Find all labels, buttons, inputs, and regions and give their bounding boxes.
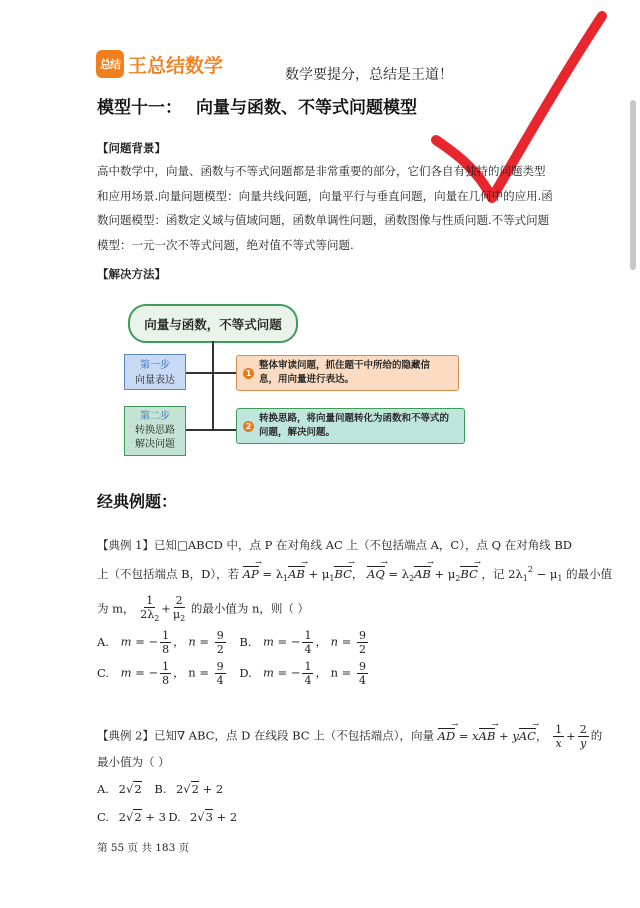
example-text: ，记: [481, 567, 505, 581]
method-heading: 【解决方法】: [97, 267, 166, 281]
diagram-step-1: [124, 354, 186, 390]
diagram-step-2: [124, 406, 186, 456]
option-b[interactable]: m = − $\frac{1}{4}$ ， n = $\frac{9}{2}$: [262, 629, 366, 656]
model-number: 模型十一：: [97, 98, 182, 118]
diagram-box-1: [236, 355, 459, 391]
page-title: [97, 93, 417, 118]
connector-line: [186, 372, 236, 374]
option-label[interactable]: A.: [97, 782, 109, 796]
formula: AP → = $\lambda_1AB$ → + $\mu_1BC$ →， AQ → = $\lambda_2AB$ → + $\mu_2BC$ →: [243, 567, 482, 581]
option-d[interactable]: 2√3 + 2: [189, 810, 238, 824]
example-text: 上（不包括端点 B，D），若: [97, 567, 240, 581]
example-text: 的最小值: [566, 567, 613, 581]
diagram-title: 向量与函数，不等式问题: [128, 304, 298, 343]
connector-line: [212, 341, 214, 431]
number-badge: 1: [243, 368, 254, 379]
option-a[interactable]: 2√2: [118, 782, 142, 796]
option-d[interactable]: m = − $\frac{1}{4}$ ， n = $\frac{9}{4}$: [262, 660, 366, 687]
example2-line1: [97, 723, 602, 750]
example2-options-row1: [97, 782, 223, 796]
connector-line: [186, 429, 236, 431]
example1-line3: 为 m， $\frac{1}{2\lambda_2}$ + $\frac{2}{\mu_2}$ 的最小值为 n，则（ ）: [97, 594, 310, 623]
number-badge: 2: [243, 421, 254, 432]
example1-options-row1: [97, 629, 370, 656]
paragraph-line: 高中数学中，向量、函数与不等式问题都是非常重要的部分，它们各自有独特的问题类型: [97, 164, 546, 178]
formula: AD → = xAB → + yAC →， $\frac{1}{x}$ + $\frac{2}{y}$: [438, 729, 591, 743]
option-b[interactable]: 2√2 + 2: [175, 782, 224, 796]
formula: $2\lambda_1^2 - \mu_1$: [508, 565, 563, 583]
option-c[interactable]: 2√2 + 3: [118, 810, 166, 824]
option-label[interactable]: C.: [97, 665, 110, 680]
formula: $\frac{1}{2\lambda_2}$: [140, 594, 160, 623]
box-text: 转换思路，将向量问题转化为函数和不等式的: [259, 413, 450, 424]
slogan: 数学要提分，总结是王道！: [285, 67, 453, 83]
method-diagram: [122, 302, 472, 462]
option-label[interactable]: A.: [97, 634, 109, 649]
example-text: 为 m，: [97, 601, 135, 616]
option-a[interactable]: m = − $\frac{1}{8}$ ， n = $\frac{9}{2}$: [120, 629, 224, 656]
option-label[interactable]: B.: [239, 634, 252, 649]
step-text: 向量表达: [135, 375, 175, 386]
step-label: 第二步: [140, 411, 170, 422]
box-text: 问题，解决问题。: [259, 427, 336, 438]
example1-line1: [97, 537, 572, 553]
examples-heading: 经典例题：: [97, 492, 178, 511]
option-label[interactable]: B.: [154, 782, 167, 796]
paragraph-line: 数问题模型：函数定义域与值域问题，函数单调性问题，函数图像与性质问题.不等式问题: [97, 213, 550, 227]
option-label[interactable]: D.: [168, 810, 181, 824]
diagram-box-2: [236, 408, 465, 444]
example2-options-row2: [97, 810, 237, 824]
logo-icon: 总结: [96, 50, 124, 78]
background-heading: 【问题背景】: [97, 141, 166, 155]
brand-name: 王总结数学: [128, 54, 224, 77]
box-text: 整体审读问题，抓住题干中所给的隐藏信: [259, 360, 431, 371]
option-label[interactable]: C.: [97, 810, 110, 824]
example-text: 的最小值为 n，则（ ）: [190, 601, 310, 616]
step-label: 第一步: [140, 360, 170, 371]
example1-line2: [97, 565, 612, 583]
example-text: 的: [590, 728, 603, 743]
example-text: 已知∇ ABC，点 D 在线段 BC 上（不包括端点），向量: [153, 728, 434, 743]
example-tag: 【典例 1】: [97, 538, 154, 552]
step-text: 转换思路: [135, 425, 175, 436]
page-footer: 第 55 页 共 183 页: [97, 842, 190, 854]
model-topic: 向量与函数、不等式问题模型: [196, 98, 417, 118]
option-label[interactable]: D.: [239, 665, 252, 680]
example1-options-row2: [97, 660, 370, 687]
option-c[interactable]: m = − $\frac{1}{8}$ ， n = $\frac{9}{4}$: [120, 660, 224, 687]
box-text: 息，用向量进行表达。: [259, 374, 355, 385]
paragraph-line: 模型：一元一次不等式问题，绝对值不等式等问题.: [97, 237, 354, 252]
background-paragraph: [97, 159, 553, 257]
example-tag: 【典例 2】: [97, 728, 154, 743]
paragraph-line: 和应用场景.向量问题模型：向量共线问题，向量平行与垂直问题，向量在几何中的应用.函: [97, 188, 553, 203]
step-text: 解决问题: [135, 439, 175, 450]
example-text: 已知□ABCD 中，点 P 在对角线 AC 上（不包括端点 A，C），点 Q 在对角线 BD: [153, 538, 573, 552]
example2-line2: 最小值为（ ）: [97, 755, 170, 769]
